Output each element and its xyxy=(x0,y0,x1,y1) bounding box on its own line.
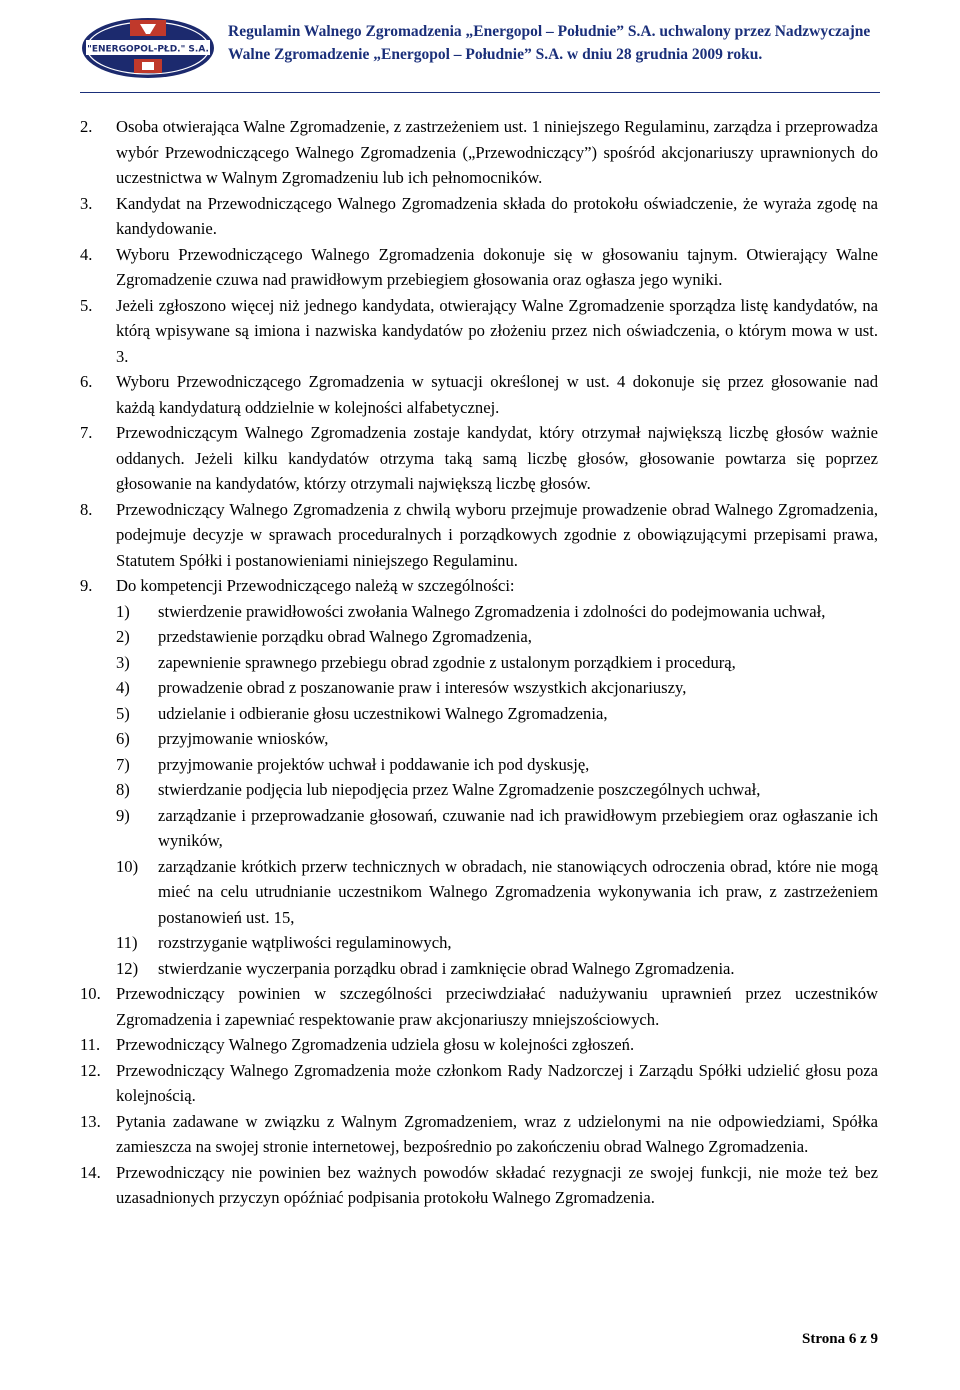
competence-text: rozstrzyganie wątpliwości regulaminowych, xyxy=(158,933,452,952)
competence-number: 3) xyxy=(116,652,130,672)
page-number: Strona 6 z 9 xyxy=(802,1331,878,1347)
paragraph-text: Przewodniczący powinien w szczególności przeciwdziałać nadużywaniu uprawnień przez uczestników Zgromadzenia i zapewniać respektowanie praw akcjonariuszy mniejszościowych. xyxy=(116,984,878,1029)
competence-item xyxy=(80,956,878,982)
paragraph-text: Przewodniczący nie powinien bez ważnych powodów składać rezygnacji ze swojej funkcji, nie może też bez uzasadnionych przyczyn opóźniać podpisania protokołu Walnego Zgromadzenia. xyxy=(116,1162,878,1207)
competence-item xyxy=(80,675,878,701)
title-line-2: Walne Zgromadzenie „Energopol – Południe” S.A. w dniu 28 grudnia 2009 roku. xyxy=(228,46,763,63)
competence-item xyxy=(80,777,878,803)
paragraph-number: 13. xyxy=(80,1111,101,1131)
competence-text: przedstawienie porządku obrad Walnego Zgromadzenia, xyxy=(158,627,532,646)
competence-item xyxy=(80,624,878,650)
paragraph xyxy=(80,1109,878,1160)
competence-number: 9) xyxy=(116,805,130,825)
competence-item xyxy=(80,599,878,625)
paragraph-text: Wyboru Przewodniczącego Zgromadzenia w sytuacji określonej w ust. 4 dokonuje się przez głosowanie nad każdą kandydaturą oddzielnie w kolejności alfabetycznej. xyxy=(116,372,878,417)
paragraph-number: 11. xyxy=(80,1035,101,1054)
paragraph-number: 7. xyxy=(80,423,93,442)
competence-item xyxy=(80,803,878,854)
competence-text: zapewnienie sprawnego przebiegu obrad zgodnie z ustalonym porządkiem i procedurą, xyxy=(158,652,736,672)
competence-item xyxy=(80,854,878,931)
competence-number: 6) xyxy=(116,729,130,748)
paragraph-text: Kandydat na Przewodniczącego Walnego Zgromadzenia składa do protokołu oświadczenie, że wyraża zgodę na kandydowanie. xyxy=(116,193,878,238)
competence-text: stwierdzanie wyczerpania porządku obrad i zamknięcie obrad Walnego Zgromadzenia. xyxy=(158,958,735,978)
competence-number: 11) xyxy=(116,933,138,952)
paragraph-number: 8. xyxy=(80,499,93,519)
paragraph xyxy=(80,1160,878,1211)
competence-item xyxy=(80,650,878,676)
competence-text: prowadzenie obrad z poszanowanie praw i interesów wszystkich akcjonariuszy, xyxy=(158,678,687,697)
competence-number: 10) xyxy=(116,856,139,876)
competence-text: stwierdzanie podjęcia lub niepodjęcia przez Walne Zgromadzenie poszczególnych uchwał, xyxy=(158,780,761,799)
competence-item xyxy=(80,930,878,956)
paragraph-text: Przewodniczącym Walnego Zgromadzenia zostaje kandydat, który otrzymał największą liczbę głosów ważnie oddanych. Jeżeli kilku kandydatów otrzyma taką samą liczbę głosów, głosowanie powtarza się poprzez głosowanie na kandydatów, którzy otrzymali największą liczbę głosów. xyxy=(116,423,878,493)
paragraph-text: Przewodniczący Walnego Zgromadzenia udziela głosu w kolejności zgłoszeń. xyxy=(116,1035,635,1054)
paragraph xyxy=(80,114,878,191)
document-body xyxy=(80,114,878,1211)
paragraph xyxy=(80,242,878,293)
paragraph-text: Osoba otwierająca Walne Zgromadzenie, z zastrzeżeniem ust. 1 niniejszego Regulaminu, zarządza i przeprowadza wybór Przewodniczącego Walnego Zgromadzenia („Przewodniczący”) spośród akcjonariuszy uprawnionych do uczestnictwa w Walnym Zgromadzeniu lub ich pełnomocników. xyxy=(116,117,878,187)
paragraph-number: 9. xyxy=(80,576,93,595)
paragraph xyxy=(80,191,878,242)
paragraph-number: 6. xyxy=(80,372,93,391)
paragraph-number: 12. xyxy=(80,1060,101,1080)
competence-number: 8) xyxy=(116,780,130,799)
competence-number: 1) xyxy=(116,601,130,621)
document-title xyxy=(228,20,888,66)
competence-item xyxy=(80,726,878,752)
logo-text: "ENERGOPOL-PŁD." S.A. xyxy=(87,44,209,55)
competence-number: 5) xyxy=(116,703,130,723)
paragraph-number: 2. xyxy=(80,117,93,136)
competence-text: udzielanie i odbieranie głosu uczestnikowi Walnego Zgromadzenia, xyxy=(158,703,608,723)
paragraph-number: 5. xyxy=(80,295,93,315)
page-header xyxy=(0,0,960,96)
paragraph xyxy=(80,293,878,370)
paragraph-number: 4. xyxy=(80,244,93,264)
paragraph xyxy=(80,1058,878,1109)
paragraph-text: Jeżeli zgłoszono więcej niż jednego kandydata, otwierający Walne Zgromadzenie sporządza listę kandydatów, na którą wpisywane są imiona i nazwiska kandydatów po złożeniu przez nich oświadczenia, o którym mowa w ust. 3. xyxy=(116,295,878,366)
paragraph-number: 3. xyxy=(80,193,93,213)
competence-text: przyjmowanie projektów uchwał i poddawanie ich pod dyskusję, xyxy=(158,754,590,774)
title-line-1: Regulamin Walnego Zgromadzenia „Energopol – Południe” S.A. uchwalony przez Nadzwyczajne xyxy=(228,23,871,40)
competence-text: stwierdzenie prawidłowości zwołania Walnego Zgromadzenia i zdolności do podejmowania uchwał, xyxy=(158,601,826,621)
paragraph-text: Przewodniczący Walnego Zgromadzenia może członkom Rady Nadzorczej i Zarządu Spółki udzielić głosu poza kolejnością. xyxy=(116,1060,878,1105)
paragraph-number: 14. xyxy=(80,1162,101,1182)
paragraph xyxy=(80,573,878,599)
paragraph-text: Pytania zadawane w związku z Walnym Zgromadzeniem, wraz z udzielonymi na nie odpowiedziami, Spółka zamieszcza na swojej stronie internetowej, bezpośrednio po zakończeniu obrad Walnego Zgromadzenia. xyxy=(116,1111,878,1156)
paragraph xyxy=(80,420,878,497)
competence-number: 7) xyxy=(116,754,130,774)
paragraph-text: Przewodniczący Walnego Zgromadzenia z chwilą wyboru przejmuje prowadzenie obrad Walnego Zgromadzenia, podejmuje decyzje w sprawach proceduralnych i porządkowych zgodnie z obowiązującymi przepisami prawa, Statutem Spółki i postanowieniami niniejszego Regulaminu. xyxy=(116,499,878,570)
competence-text: zarządzanie krótkich przerw technicznych w obradach, nie stanowiących odroczenia obrad, które nie mogą mieć na celu utrudnianie uczestnikom Walnego Zgromadzenia wykonywania ich praw, z zastrzeżeniem postanowień ust. 15, xyxy=(158,856,878,927)
paragraph xyxy=(80,981,878,1032)
competence-item xyxy=(80,752,878,778)
paragraph xyxy=(80,497,878,574)
competence-text: przyjmowanie wniosków, xyxy=(158,729,329,748)
competence-number: 4) xyxy=(116,678,130,697)
competence-text: zarządzanie i przeprowadzanie głosowań, czuwanie nad ich prawidłowym przebiegiem oraz ogłaszanie ich wyników, xyxy=(158,805,878,850)
paragraph-text: Wyboru Przewodniczącego Walnego Zgromadzenia dokonuje się w głosowaniu tajnym. Otwierający Walne Zgromadzenie czuwa nad prawidłowym przebiegiem głosowania oraz ogłasza jego wyniki. xyxy=(116,244,878,289)
header-divider xyxy=(80,92,880,93)
competence-number: 12) xyxy=(116,958,139,978)
competence-number: 2) xyxy=(116,627,130,646)
paragraph-text: Do kompetencji Przewodniczącego należą w szczególności: xyxy=(116,576,515,595)
paragraph-number: 10. xyxy=(80,984,101,1003)
paragraph xyxy=(80,369,878,420)
paragraph xyxy=(80,1032,878,1058)
competence-item xyxy=(80,701,878,727)
company-logo xyxy=(80,16,216,80)
